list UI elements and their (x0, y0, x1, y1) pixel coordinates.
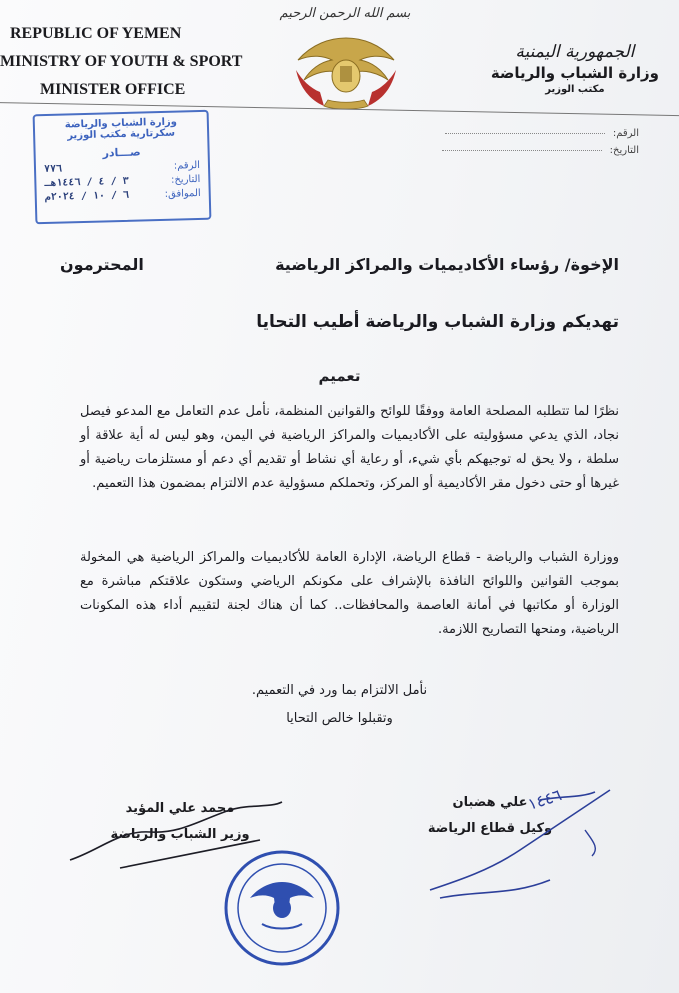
stamp-date-value: ٣ / ٤ / ١٤٤٦هـ (44, 175, 129, 190)
minister-signature-block (95, 796, 265, 848)
ref-date-label: التاريخ: (609, 145, 639, 156)
basmala: بسم الله الرحمن الرحيم (279, 6, 411, 21)
stamp-date-label: التاريخ: (170, 173, 201, 186)
ref-number-row (442, 128, 639, 139)
ref-date-line (442, 150, 602, 151)
ref-number-label: الرقم: (612, 128, 639, 139)
stamp-number-label: الرقم: (173, 159, 201, 172)
en-ministry: MINISTRY OF YOUTH & SPORT (0, 53, 243, 70)
ar-ministry: وزارة الشباب والرياضة (490, 64, 659, 82)
stamp-number-value: ٧٧٦ (43, 163, 63, 176)
stamp-ministry: وزارة الشباب والرياضة (64, 116, 178, 131)
ministry-seal-icon (222, 848, 342, 968)
deputy-title: وكيل قطاع الرياضة (427, 821, 553, 836)
stamp-secretariat: سكرتارية مكتب الوزير (67, 127, 176, 142)
ref-date-row (442, 145, 639, 156)
honorific: المحترمون (60, 255, 144, 274)
en-office: MINISTER OFFICE (40, 81, 186, 98)
deputy-handwritten-note: ١٤٤٦ (525, 785, 564, 814)
yemen-emblem-icon (290, 30, 402, 112)
closing-line-2: وتقبلوا خالص التحايا (286, 711, 393, 726)
outgoing-stamp (33, 110, 212, 225)
closing-line-1: نأمل الالتزام بما ورد في التعميم. (251, 683, 428, 698)
greeting: تهديكم وزارة الشباب والرياضة أطيب التحايا (256, 312, 619, 332)
stamp-corr-value: ٦ / ١٠ / ٢٠٢٤م (44, 189, 130, 204)
english-letterhead (0, 20, 242, 104)
minister-title: وزير الشباب والرياضة (110, 827, 250, 842)
deputy-signature-block (420, 790, 560, 842)
stamp-number-row (44, 160, 200, 175)
stamp-date-row (44, 174, 200, 189)
stamp-corr-label: الموافق: (164, 187, 201, 200)
paragraph-1: نظرًا لما تتطلبه المصلحة العامة ووفقًا للوائح والقوانين المنظمة، نأمل عدم التعامل مع المدعو فيصل نجاد، الذي يدعي مسؤوليته على الأكاديميات والمراكز الرياضية في اليمن، وهو ليس له أية علاقة أو سلطة ، ولا يحق له توجيهكم بأي شيء، أو رعاية أي نشاط أو تقديم أي دعم أو مستلزمات رياضية أو غيرها أو حتى دخول مقر الأكاديمية أو المركز، وتحملكم مسؤولية عدم الالتزام بمضمون هذا التعميم. (80, 404, 619, 491)
stamp-corr-row (45, 188, 201, 203)
subject-title: تعميم (318, 367, 361, 385)
ar-office: مكتب الوزير (545, 84, 605, 95)
ar-republic: الجمهورية اليمنية (515, 42, 635, 62)
minister-name: محمد علي المؤيد (125, 801, 235, 816)
ref-number-line (445, 133, 605, 134)
addressee: الإخوة/ رؤساء الأكاديميات والمراكز الرياضية (275, 255, 619, 274)
paragraph-2: ووزارة الشباب والرياضة - قطاع الرياضة، الإدارة العامة للأكاديميات والمراكز الرياضية هي المخولة بموجب القوانين واللوائح النافذة بالإشراف على مكونكم الرياضي وستكون علاقتكم مباشرة مع الوزارة أو مكاتبها في أمانة العاصمة والمحافظات.. كما أن هناك لجنة لتقييم أداء هذه المكونات الرياضية، ومنحها التصاريح اللازمة. (80, 550, 619, 637)
en-republic: REPUBLIC OF YEMEN (10, 25, 182, 42)
addressee-line (60, 255, 619, 274)
arabic-letterhead (491, 42, 659, 95)
deputy-name: علي هضبان (452, 795, 528, 810)
reference-fields (442, 128, 639, 162)
stamp-outgoing: صـــادر (102, 145, 141, 160)
